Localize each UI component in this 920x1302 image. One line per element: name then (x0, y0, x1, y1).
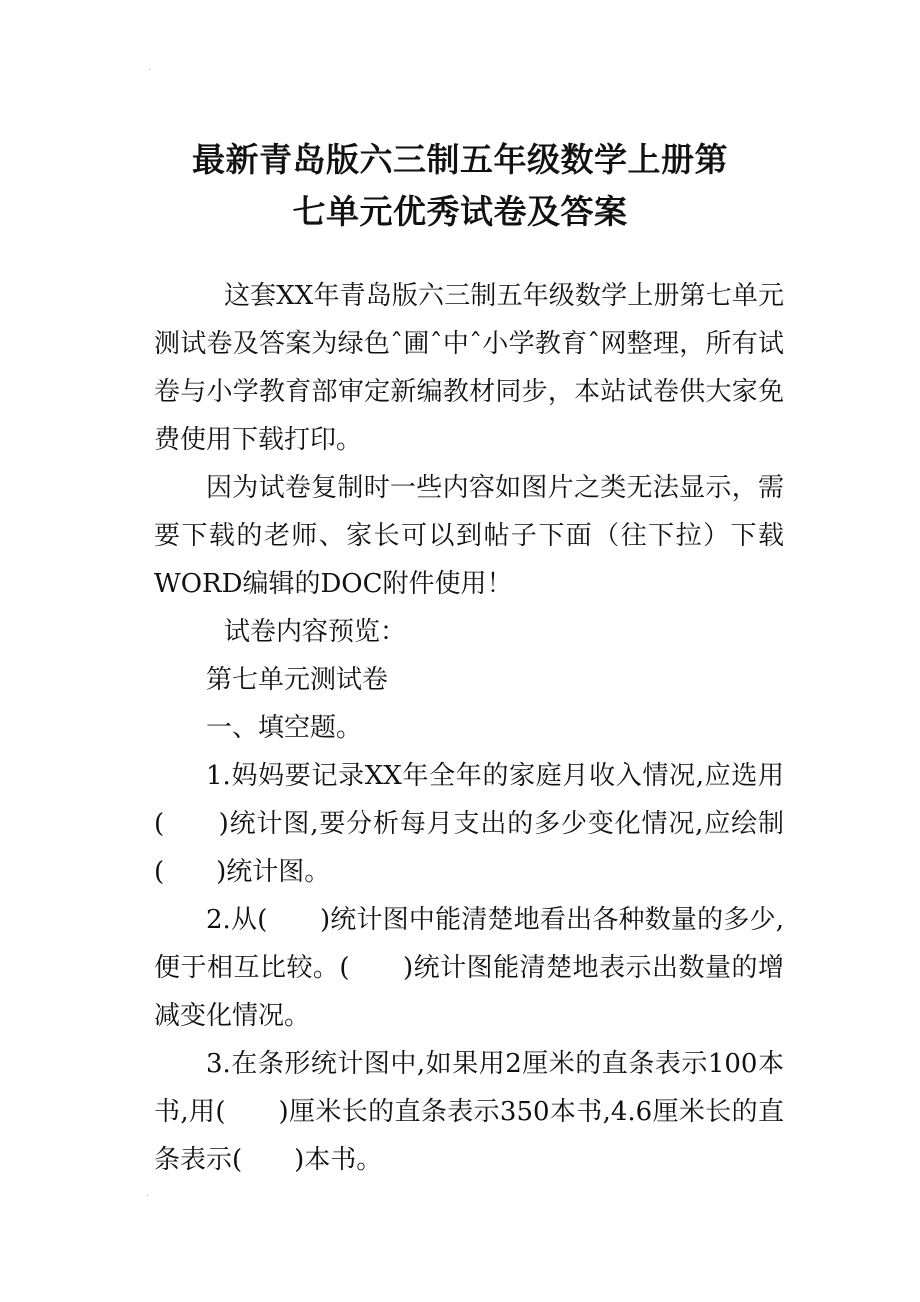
corner-mark-bottom: · (146, 1191, 150, 1202)
title-line-2: 七单元优秀试卷及答案 (292, 192, 628, 232)
title-line-1: 最新青岛版六三制五年级数学上册第 (192, 140, 728, 180)
section-heading-fill-in: 一、填空题。 (206, 713, 363, 743)
question-1: 1.妈妈要记录XX年全年的家庭月收入情况,应选用( )统计图,要分析每月支出的多少变化情况,应绘制( )统计图。 (154, 761, 784, 887)
question-2: 2.从( )统计图中能清楚地看出各种数量的多少,便于相互比较。( )统计图能清楚地表示出数量的增减变化情况。 (154, 905, 784, 1031)
question-3: 3.在条形统计图中,如果用2厘米的直条表示100本书,用( )厘米长的直条表示350本书,4.6厘米长的直条表示( )本书。 (154, 1049, 784, 1175)
preview-heading: 试卷内容预览： (224, 617, 407, 647)
notice-paragraph: 因为试卷复制时一些内容如图片之类无法显示，需要下载的老师、家长可以到帖子下面（往下拉）下载WORD编辑的DOC附件使用！ (154, 473, 784, 599)
document-title (0, 134, 920, 238)
unit-test-heading: 第七单元测试卷 (206, 665, 389, 695)
corner-mark-top: · (148, 65, 152, 76)
document-body (154, 272, 784, 1184)
intro-paragraph: 这套XX年青岛版六三制五年级数学上册第七单元测试卷及答案为绿色ˆ圃ˆ中ˆ小学教育ˆ网整理，所有试卷与小学教育部审定新编教材同步，本站试卷供大家免费使用下载打印。 (154, 281, 784, 455)
